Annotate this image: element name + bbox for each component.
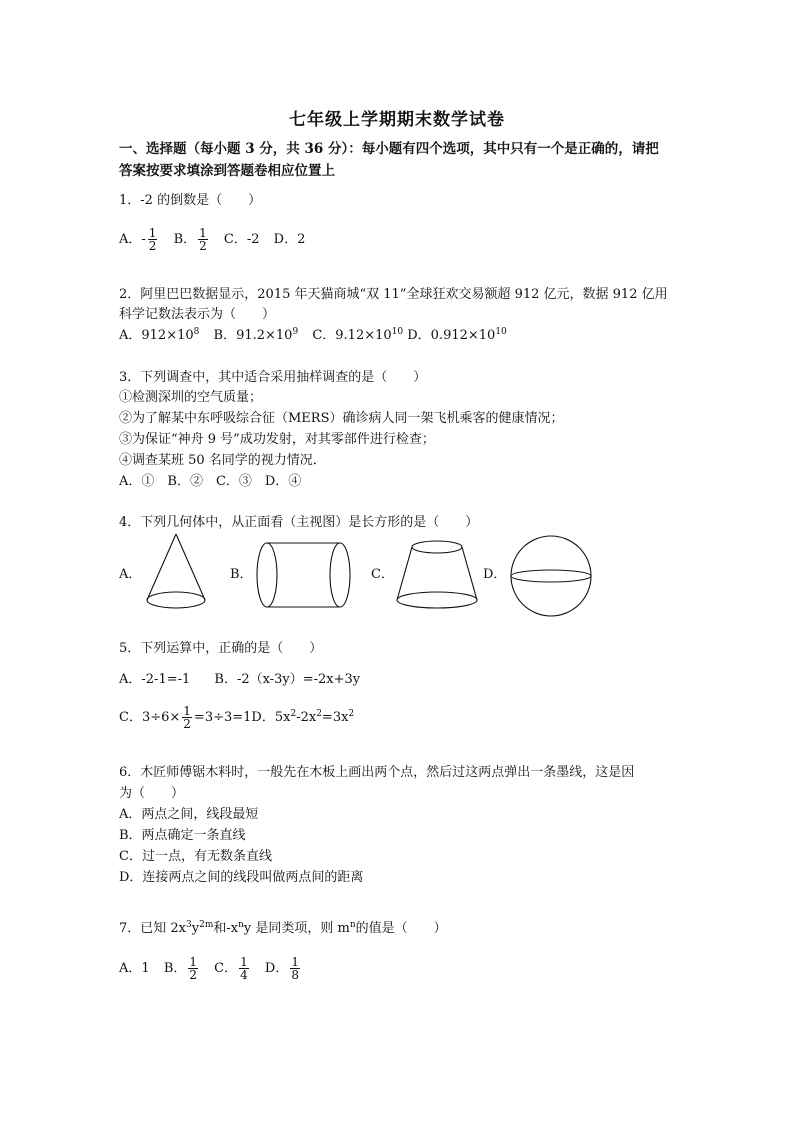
- q5-stem: 5．下列运算中，正确的是（ ）: [119, 641, 323, 656]
- q6-option-b: B．两点确定一条直线: [119, 828, 246, 843]
- cylinder-figure: [254, 540, 354, 610]
- section-heading-line2: 答案按要求填涂到答题卷相应位置上: [119, 163, 335, 179]
- q6-stem-line2: 为（ ）: [119, 786, 185, 801]
- q5-options-cd: [119, 704, 354, 732]
- q7-option-b-label: B．: [163, 961, 187, 976]
- q1-option-b-fraction: $\frac{1}{2}$: [199, 226, 207, 253]
- q2-options: [119, 327, 507, 345]
- q1-options: [119, 226, 305, 254]
- q3-item-1: ①检测深圳的空气质量；: [119, 390, 263, 405]
- q2-option-b: B．$91.2\times 10^9$: [213, 327, 299, 343]
- q7-option-a: A．1: [119, 961, 150, 976]
- q4-option-d-label: D．: [483, 567, 507, 582]
- q2-option-a: A．$912\times 10^8$: [119, 327, 200, 343]
- section-heading-line1: 一、选择题（每小题 3 分，共 36 分）：每小题有四个选项，其中只有一个是正确的，请把: [119, 141, 659, 157]
- q2-stem-line2: 科学记数法表示为（ ）: [119, 307, 276, 322]
- q7-options: [119, 955, 302, 983]
- q3-item-2: ②为了解某中东呼吸综合征（MERS）确诊病人同一架飞机乘客的健康情况；: [119, 411, 564, 426]
- sphere-figure: [508, 534, 594, 618]
- q5-option-c: C．3÷6× $\frac{1}{2}$ =3÷3=1: [119, 704, 252, 731]
- q1-option-a-label: A．-: [119, 232, 146, 247]
- q7-option-c-label: C．: [214, 961, 238, 976]
- q3-item-4: ④调查某班 50 名同学的视力情况．: [119, 453, 326, 468]
- q4-option-c-label: C．: [371, 567, 394, 582]
- q1-option-a-fraction: $\frac{1}{2}$: [148, 226, 157, 253]
- q6-option-d: D．连接两点之间的线段叫做两点间的距离: [119, 870, 364, 885]
- q7-option-d-fraction: $\frac{1}{8}$: [291, 955, 299, 982]
- q4-option-a-label: A．: [119, 567, 142, 582]
- q1-option-d: D．2: [273, 232, 306, 247]
- q2-option-c: C．$9.12\times 10^{10}$: [312, 327, 404, 343]
- q6-stem-line1: 6．木匠师傅锯木料时，一般先在木板上画出两个点，然后过这两点弹出一条墨线，这是因: [119, 765, 635, 780]
- q3-item-3: ③为保证“神舟 9 号”成功发射，对其零部件进行检查；: [119, 432, 435, 447]
- q4-option-b-label: B．: [230, 567, 253, 582]
- q5-option-b: B．-2（x-3y）=-2x+3y: [214, 672, 361, 687]
- page-title: 七年级上学期期末数学试卷: [289, 110, 505, 130]
- q7-stem: 7．已知 $2x^3y^{2m}$和$-x^ny$ 是同类项，则 $m^n$的值是（ ）: [119, 920, 447, 936]
- q2-stem-line1: 2．阿里巴巴数据显示，2015 年天猫商城“双 11”全球狂欢交易额超 912 亿元，数据 912 亿用: [119, 287, 668, 302]
- q2-option-d: D．$0.912\times 10^{10}$: [407, 327, 507, 343]
- q1-option-b-label: B．: [173, 232, 197, 247]
- q1-option-c: C．-2: [223, 232, 260, 247]
- q3-stem: 3．下列调查中，其中适合采用抽样调查的是（ ）: [119, 370, 427, 385]
- q4-stem: 4．下列几何体中，从正面看（主视图）是长方形的是（ ）: [119, 515, 479, 530]
- q1-stem: 1．-2 的倒数是（ ）: [119, 193, 262, 208]
- q5-option-a: A．-2-1=-1: [119, 672, 191, 687]
- q6-option-a: A．两点之间，线段最短: [119, 807, 259, 822]
- frustum-figure: [393, 538, 481, 612]
- q7-option-d-label: D．: [264, 961, 289, 976]
- q5-options-ab: [119, 671, 360, 689]
- q7-option-c-fraction: $\frac{1}{4}$: [240, 955, 248, 982]
- q6-option-c: C．过一点，有无数条直线: [119, 849, 272, 864]
- q3-options: A．① B．② C．③ D．④: [119, 474, 302, 489]
- q5-option-c-fraction: $\frac{1}{2}$: [183, 704, 191, 731]
- q7-option-b-fraction: $\frac{1}{2}$: [189, 955, 198, 982]
- cone-figure: [144, 532, 208, 612]
- q5-option-d: D．$5x^2-2x^2=3x^2$: [251, 709, 355, 725]
